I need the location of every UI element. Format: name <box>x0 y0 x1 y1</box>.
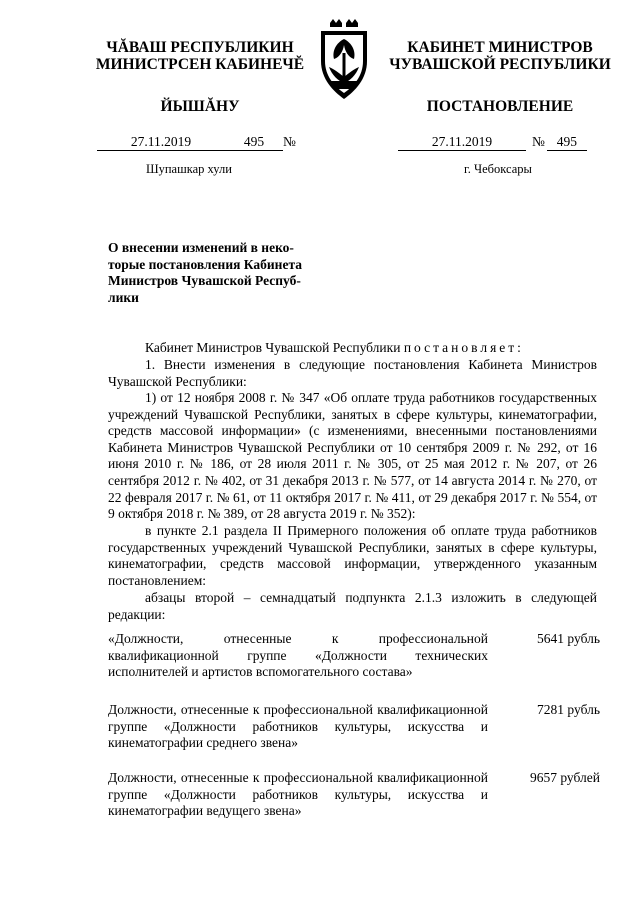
intro-text: Кабинет Министров Чувашской Республики <box>145 340 401 355</box>
body-paragraph-2: 1) от 12 ноября 2008 г. № 347 «Об оплате труда работников государственных учреждений Чувашской Республики, занятых в сфере культуры, кинематографии, средств массовой информации» (с изменениями, внесенными постановлениями Кабинета Министров Чувашской Республики от 10 сентября 2009 г. № 292, от 16 июня 2010 г. № 186, от 28 июля 2011 г. № 305, от 25 мая 2012 г. № 207, от 26 сентября 2012 г. № 402, от 31 декабря 2013 г. № 577, от 14 августа 2014 г. № 270, от 22 февраля 2017 г. № 61, от 11 октября 2017 г. № 411, от 29 декабря 2017 г. № 554, от 9 октября 2018 г. № 389, от 28 августа 2019 г. № 352): <box>108 390 597 522</box>
right-number-sign: № <box>532 134 545 149</box>
right-number: 495 <box>547 134 587 151</box>
right-date: 27.11.2019 <box>398 134 526 151</box>
body-intro <box>108 340 597 357</box>
position-salary: 9657 рублей <box>529 770 600 785</box>
document-subject <box>108 240 318 306</box>
position-salary: 5641 рубль <box>537 631 600 646</box>
left-document-type: ЙЫШĂНУ <box>160 98 240 115</box>
left-number-sign: № <box>283 134 296 149</box>
right-org-line-2: ЧУВАШСКОЙ РЕСПУБЛИКИ <box>389 56 611 73</box>
left-date-number-row <box>97 134 312 151</box>
position-salary: 7281 рубль <box>537 702 600 717</box>
position-text: Должности, отнесенные к профессиональной квалификационной группе «Должности работников культуры, искусства и кинематографии среднего звена» <box>108 702 488 751</box>
body-paragraph-1: 1. Внести изменения в следующие постановления Кабинета Министров Чувашской Республики: <box>108 357 597 389</box>
left-number: 495 <box>225 134 283 151</box>
body-paragraph-3: в пункте 2.1 раздела II Примерного положения об оплате труда работников государственных учреждений Чувашской Республики, занятых в сфере культуры, кинематографии, средств массовой информации, утвержденного указанным постановлением: <box>108 523 597 588</box>
right-date-number-row <box>398 134 613 151</box>
left-org-line-1: ЧĂВАШ РЕСПУБЛИКИН <box>106 39 294 56</box>
intro-resolves: постановляет: <box>403 340 524 355</box>
right-org-line-1: КАБИНЕТ МИНИСТРОВ <box>407 39 593 56</box>
subject-line-1: О внесении изменений в неко- <box>108 240 294 255</box>
left-date: 27.11.2019 <box>97 134 225 151</box>
subject-line-4: лики <box>108 289 139 305</box>
left-org-line-2: МИНИСТРСЕН КАБИНЕЧĔ <box>95 56 305 73</box>
right-place: г. Чебоксары <box>464 162 532 176</box>
chuvash-emblem-icon <box>313 17 375 103</box>
body-paragraph-4: абзацы второй – семнадцатый подпункта 2.1.3 изложить в следующей редакции: <box>108 590 597 622</box>
position-text: «Должности, отнесенные к профессиональной квалификационной группе «Должности технических исполнителей и артистов вспомогательного состава» <box>108 631 488 680</box>
subject-line-2: торые постановления Кабинета <box>108 256 302 272</box>
right-document-type: ПОСТАНОВЛЕНИЕ <box>426 98 574 115</box>
position-text: Должности, отнесенные к профессиональной квалификационной группе «Должности работников культуры, искусства и кинематографии ведущего звена» <box>108 770 488 819</box>
subject-line-3: Министров Чувашской Респуб- <box>108 273 301 288</box>
right-organization-name <box>386 39 614 73</box>
left-organization-name <box>95 39 305 73</box>
left-place: Шупашкар хули <box>146 162 232 176</box>
